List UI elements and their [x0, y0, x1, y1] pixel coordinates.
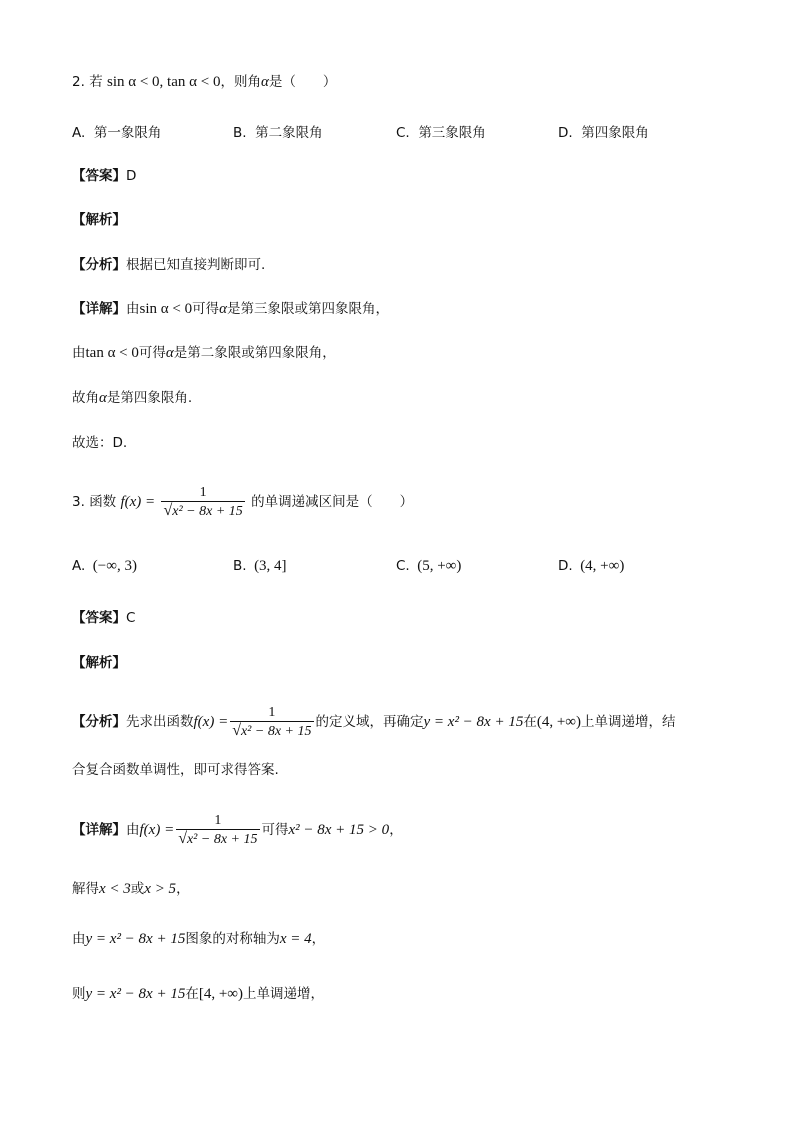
answer-value: D — [126, 168, 137, 184]
q2-detail-line-3: 故角α是第四象限角. — [72, 390, 193, 406]
q3-detail-line-3: 由y = x² − 8x + 15图象的对称轴为x = 4， — [72, 931, 326, 947]
q3-answer: 【答案】C — [72, 610, 136, 626]
q3-number: 3. — [72, 494, 85, 510]
q2-fenxi: 【分析】根据已知直接判断即可. — [72, 257, 266, 273]
q2-stem-pre: 若 — [89, 74, 103, 90]
q2-option-c: C. 第三象限角 — [396, 125, 486, 141]
q3-detail-line-4: 则y = x² − 8x + 15在[4, +∞)上单调递增， — [72, 986, 324, 1002]
q3-detail-line-2: 解得x < 3或x > 5， — [72, 881, 190, 897]
q2-detail-line-2: 由tan α < 0可得α是第二象限或第四象限角， — [72, 345, 336, 361]
q2-stem — [72, 72, 336, 92]
q2-option-b: B. 第二象限角 — [233, 125, 323, 141]
q2-stem-end: 是（ ） — [268, 74, 337, 90]
q2-alpha: α — [260, 74, 269, 90]
q2-number: 2. — [72, 74, 85, 90]
q3-option-b: B. (3, 4] — [233, 558, 287, 574]
q2-stem-post: ，则角 — [220, 74, 261, 90]
q2-option-a: A. 第一象限角 — [72, 125, 162, 141]
q3-fraction: $\frac{1}{\text{√x² − 8x + 15}}$ — [163, 484, 243, 519]
q2-option-d: D. 第四象限角 — [558, 125, 649, 141]
q3-analysis-heading: 【解析】 — [72, 655, 126, 671]
q3-func: f(x) = — [120, 494, 156, 510]
q3-option-c: C. (5, +∞) — [396, 558, 462, 574]
q2-choice: 故选：D. — [72, 435, 128, 451]
q3-stem: 3. 函数 f(x) = $\frac{1}{\text{√x² − 8x + 15}}$ 的单调递减区间是（ ） — [72, 484, 414, 519]
q2-detail-line-1: 【详解】由sin α < 0可得α是第三象限或第四象限角， — [72, 301, 389, 317]
q3-option-a: A. (−∞, 3) — [72, 558, 137, 574]
q3-fenxi-line-2: 合复合函数单调性，即可求得答案. — [72, 762, 279, 778]
q3-option-d: D. (4, +∞) — [558, 558, 625, 574]
q3-fenxi-line-1: 【分析】先求出函数f(x) = $\frac{1}{\text{√x² − 8x + 15}}$ 的定义域，再确定y = x² − 8x + 15在(4, +∞)上单调递增，结 — [72, 704, 676, 739]
q2-analysis-heading: 【解析】 — [72, 212, 126, 228]
q2-answer — [72, 166, 136, 186]
q2-condition: sin α < 0, tan α < 0 — [106, 74, 221, 90]
answer-tag: 【答案】 — [72, 168, 126, 184]
q3-detail-line-1: 【详解】由f(x) = $\frac{1}{\text{√x² − 8x + 15}}$ 可得x² − 8x + 15 > 0， — [72, 812, 403, 847]
